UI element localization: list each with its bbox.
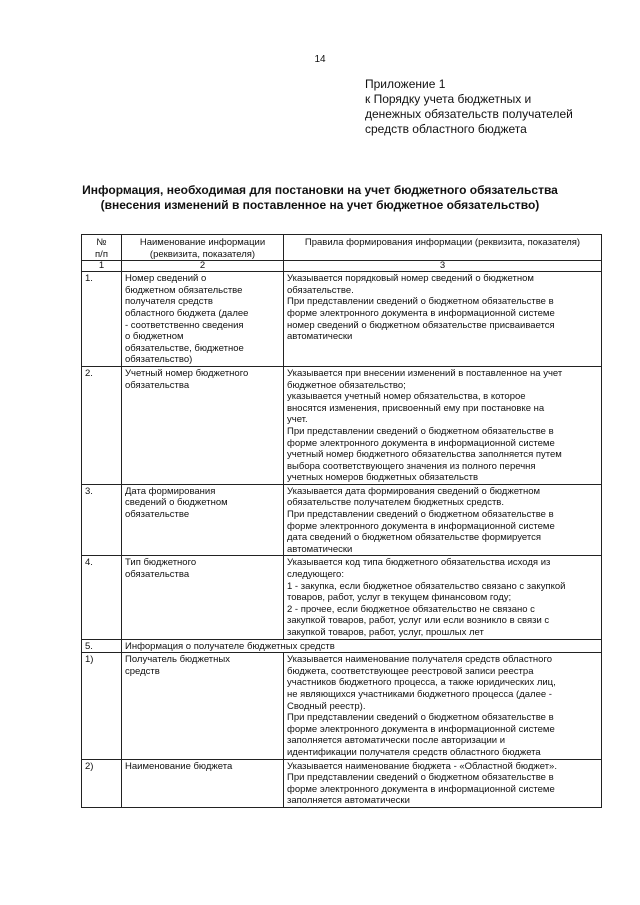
page-number: 14: [314, 54, 326, 65]
cell-line: вносятся изменения, присвоенный ему при постановке на: [287, 402, 545, 414]
row-rule: [284, 653, 602, 759]
appendix-line: денежных обязательств получателей: [365, 107, 573, 121]
cell-line: Указывается при внесении изменений в поставленное на учет: [287, 367, 563, 379]
document-title: [40, 183, 600, 213]
cell-line: Тип бюджетного: [125, 557, 197, 569]
cell-line: - соответственно сведения: [125, 319, 244, 331]
table-row: [82, 653, 602, 759]
cell-line: При представлении сведений о бюджетном обязательстве в: [287, 772, 554, 784]
cell-line: Сводный реестр).: [287, 700, 366, 712]
cell-line: форме электронного документа в информационной системе: [287, 307, 555, 319]
cell-line: автоматически: [287, 331, 353, 343]
section-number: 5.: [82, 639, 122, 653]
cell-line: идентификации получателя средств областного бюджета: [287, 746, 541, 758]
cell-line: Номер сведений о: [125, 273, 207, 285]
cell-line: бюджетное обязательство;: [287, 379, 406, 391]
cell-line: При представлении сведений о бюджетном обязательстве в: [287, 712, 554, 724]
cell-line: форме электронного документа в информационной системе: [287, 520, 555, 532]
cell-line: номер сведений о бюджетном обязательстве присваивается: [287, 319, 555, 331]
cell-line: бюджета, соответствующее реестровой записи реестра: [287, 665, 534, 677]
cell-line: обязательстве: [125, 509, 190, 521]
cell-line: закупкой товаров, работ, услуг, прошлых лет: [287, 627, 484, 638]
cell-line: обязательства: [125, 379, 190, 391]
cell-line: Указывается наименование бюджета - «Областной бюджет».: [287, 760, 557, 772]
row-rule: [284, 556, 602, 639]
cell-line: обязательстве, бюджетное: [125, 342, 244, 354]
row-rule: [284, 366, 602, 484]
cell-line: сведений о бюджетном: [125, 497, 228, 509]
cell-line: о бюджетном: [125, 331, 184, 343]
cell-line: Наименование бюджета: [125, 760, 233, 772]
cell-line: получателя средств: [125, 296, 213, 308]
header-name: Наименование информации (реквизита, показателя): [122, 235, 284, 261]
table-row: [82, 272, 602, 367]
appendix-heading: [365, 77, 615, 137]
cell-line: участников бюджетного процесса, а также юридических лиц,: [287, 677, 556, 689]
cell-line: товаров, работ, услуг в текущем финансовом году;: [287, 592, 512, 604]
row-number: 4.: [82, 556, 122, 639]
row-rule: [284, 272, 602, 367]
cell-line: форме электронного документа в информационной системе: [287, 723, 555, 735]
cell-line: обязательства: [125, 569, 190, 581]
row-rule: [284, 759, 602, 807]
row-name: [122, 484, 284, 556]
cell-line: При представлении сведений о бюджетном обязательстве в: [287, 509, 554, 521]
table-body: [82, 272, 602, 808]
cell-line: дата сведений о бюджетном обязательстве формируется: [287, 532, 541, 544]
cell-line: обязательстве.: [287, 284, 354, 296]
cell-line: форме электронного документа в информационной системе: [287, 437, 555, 449]
row-name: [122, 272, 284, 367]
cell-line: 2 - прочее, если бюджетное обязательство не связано с: [287, 603, 535, 615]
header-rule: Правила формирования информации (реквизита, показателя): [284, 235, 602, 261]
section-label: Информация о получателе бюджетных средств: [122, 639, 602, 653]
row-number: 2): [82, 759, 122, 807]
row-name: [122, 759, 284, 807]
row-number: 1): [82, 653, 122, 759]
appendix-line: средств областного бюджета: [365, 122, 527, 136]
row-name: [122, 556, 284, 639]
table-row: [82, 556, 602, 639]
cell-line: Указывается дата формирования сведений о бюджетном: [287, 485, 541, 497]
info-table: [81, 234, 602, 808]
cell-line: бюджетном обязательстве: [125, 284, 243, 296]
cell-line: Указывается наименование получателя средств областного: [287, 654, 552, 666]
row-name: [122, 366, 284, 484]
cell-line: не являющихся участниками бюджетного процесса (далее -: [287, 688, 552, 700]
row-number: 3.: [82, 484, 122, 556]
column-number-row: [82, 261, 602, 272]
column-number: 2: [122, 261, 284, 272]
document-title-line: Информация, необходимая для постановки на учет бюджетного обязательства: [82, 183, 558, 197]
cell-line: средств: [125, 665, 160, 677]
section-row: [82, 639, 602, 653]
cell-line: заполняется автоматически: [287, 795, 410, 807]
appendix-line: к Порядку учета бюджетных и: [365, 92, 532, 106]
header-number: № п/п: [82, 235, 122, 261]
column-number: 1: [82, 261, 122, 272]
cell-line: автоматически: [287, 543, 353, 555]
cell-line: указывается учетный номер обязательства, в которое: [287, 391, 526, 403]
row-rule: [284, 484, 602, 556]
row-number: 2.: [82, 366, 122, 484]
cell-line: Дата формирования: [125, 485, 216, 497]
cell-line: форме электронного документа в информационной системе: [287, 783, 555, 795]
table-row: [82, 366, 602, 484]
cell-line: Получатель бюджетных: [125, 654, 230, 666]
cell-line: учетный номер бюджетного обязательства заполняется путем: [287, 449, 562, 461]
cell-line: выбора соответствующего значения из полного перечня: [287, 460, 536, 472]
cell-line: При представлении сведений о бюджетном обязательстве в: [287, 296, 554, 308]
cell-line: учетных номеров бюджетных обязательств: [287, 472, 479, 484]
appendix-line: Приложение 1: [365, 77, 446, 91]
cell-line: Указывается порядковый номер сведений о бюджетном: [287, 273, 534, 285]
row-number: 1.: [82, 272, 122, 367]
cell-line: закупкой товаров, работ, услуг или если возникло в связи с: [287, 615, 550, 627]
column-number: 3: [284, 261, 602, 272]
cell-line: Указывается код типа бюджетного обязательства исходя из: [287, 557, 551, 569]
cell-line: 1 - закупка, если бюджетное обязательство связано с закупкой: [287, 580, 566, 592]
table-row: [82, 759, 602, 807]
cell-line: заполняется автоматически после авторизации и: [287, 735, 506, 747]
cell-line: При представлении сведений о бюджетном обязательстве в: [287, 425, 554, 437]
row-name: [122, 653, 284, 759]
table-header-row: [82, 235, 602, 261]
cell-line: учет.: [287, 414, 308, 426]
cell-line: следующего:: [287, 569, 344, 581]
cell-line: обязательство): [125, 354, 193, 366]
table-row: [82, 484, 602, 556]
cell-line: областного бюджета (далее: [125, 307, 249, 319]
cell-line: Учетный номер бюджетного: [125, 367, 249, 379]
document-title-line: (внесения изменений в поставленное на учет бюджетное обязательство): [100, 198, 540, 212]
cell-line: обязательстве получателем бюджетных средств.: [287, 497, 504, 509]
